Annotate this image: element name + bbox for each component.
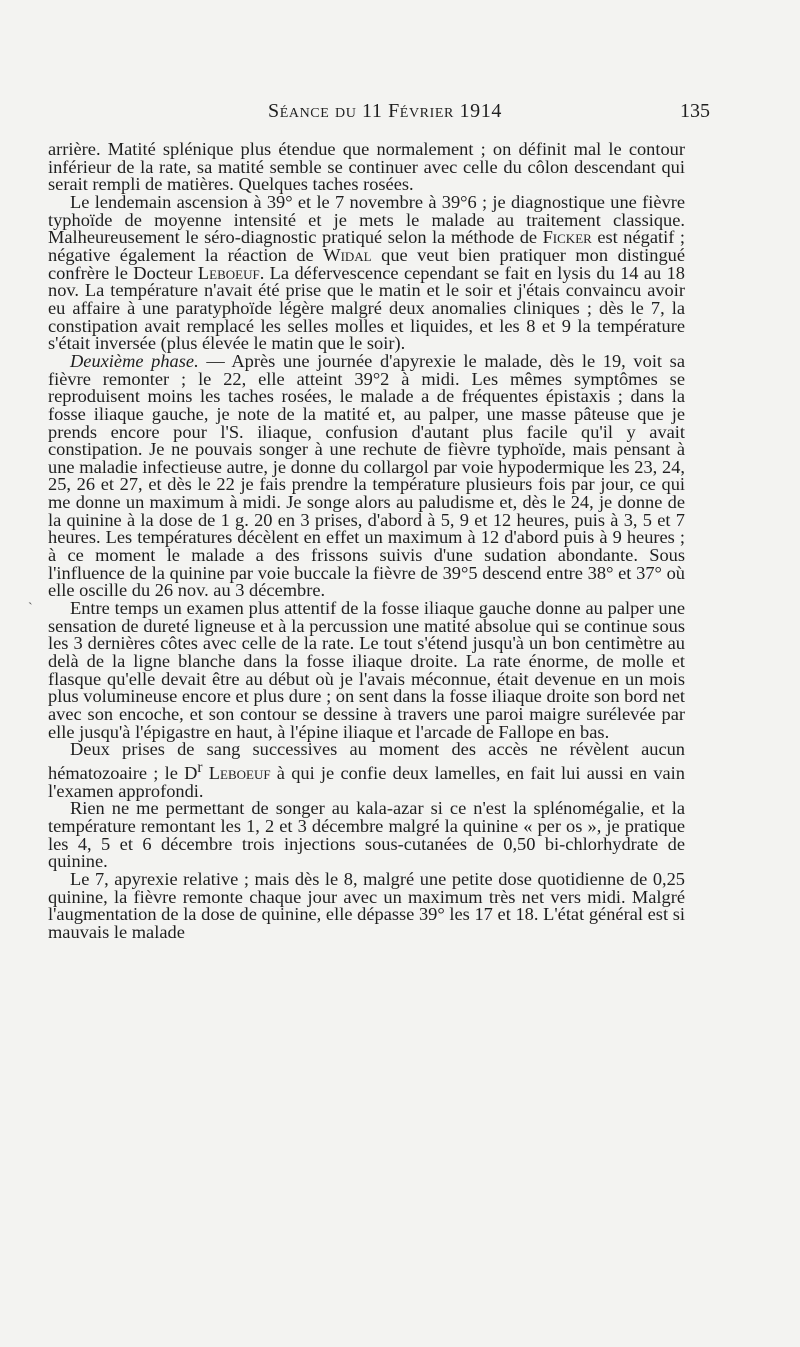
paragraph-2-text-c: que veut bien pratiquer mon distingué confrère le Docteur <box>48 244 686 283</box>
author-name-leboeuf: Leboeuf <box>197 262 260 283</box>
page-body-text <box>48 141 685 942</box>
page-header <box>60 100 710 130</box>
doctor-abbrev-superscript: r <box>197 758 203 776</box>
paragraph-3-text: — Après une journée d'apyrexie le malade, dès le 19, voit sa fièvre remonter ; le 22, elle atteint 39°2 à midi. Les mêmes symptômes se reproduisent moins les taches rosées, le malade a de fréquentes épistaxis ; dans la fosse iliaque gauche, je note de la matité et, au palper, une masse pâteuse que je prends encore pour l'S. iliaque, confusion d'autant plus facile qu'il y avait constipation. Je ne pouvais songer à une rechute de fièvre typhoïde, mais pensant à une maladie infectieuse autre, je donne du collargol par voie hypodermique les 23, 24, 25, 26 et 27, et dès le 22 je fais prendre la température plusieurs fois par jour, ce qui me donne un maximum à midi. Je songe alors au paludisme et, dès le 24, je donne de la quinine à la dose de 1 g. 20 en 3 prises, d'abord à 5, 9 et 12 heures, puis à 3, 5 et 7 heures. Les températures décèlent en effet un maximum à 12 d'abord puis à 9 heures ; à ce moment le malade a des frissons suivis d'une sudation abondante. Sous l'influence de la quinine par voie buccale la fièvre de 39°5 descend entre 38° et 37° où elle oscille du 26 nov. au 3 décembre. <box>48 350 686 601</box>
paragraph-3 <box>48 350 686 601</box>
paragraph-2-text-d: . La défervescence cependant se fait en lysis du 14 au 18 nov. La température n'avait été prise que le matin et le soir et j'étais convaincu avoir eu affaire à une paratyphoïde légère malgré deux anomalies cliniques ; dès le 7, la constipation avait remplacé les selles molles et liquides, et les 8 et 9 la température s'était inversée (plus élevée le matin que le soir). <box>48 262 685 354</box>
section-label-deuxieme-phase: Deuxième phase. <box>70 350 199 371</box>
paragraph-5 <box>48 741 685 800</box>
paragraph-2-text-b: est négatif ; négative également la réaction de <box>48 227 685 265</box>
paragraph-5-text-b: à qui je confie deux lamelles, en fait lui aussi en vain l'examen approfondi. <box>48 763 685 801</box>
margin-mark: ` <box>28 601 33 616</box>
running-title: Séance du 11 Février 1914 <box>268 100 502 122</box>
author-name-widal: Widal <box>323 244 372 265</box>
paragraph-2-text-a: Le lendemain ascension à 39° et le 7 novembre à 39°6 ; je diagnostique une fièvre typhoïde de moyenne intensité et je mets le malade au traitement classique. Malheureusement le séro-diagnostic pratiqué selon la méthode de <box>48 191 685 248</box>
paragraph-2 <box>48 191 686 354</box>
author-name-leboeuf-2: Leboeuf <box>202 763 271 784</box>
paragraph-1: arrière. Matité splénique plus étendue que normalement ; on définit mal le contour inférieur de la rate, sa matité semble se continuer avec celle du côlon descendant qui serait rempli de matières. Quelques taches rosées. <box>48 139 685 195</box>
page-number: 135 <box>680 100 710 122</box>
paragraph-6: Rien ne me permettant de songer au kala-azar si ce n'est la splénomégalie, et la température remontant les 1, 2 et 3 décembre malgré la quinine « per os », je pratique les 4, 5 et 6 décembre trois injections sous-cutanées de 0,50 bi-chlorhydrate de quinine. <box>48 798 685 872</box>
paragraph-4: Entre temps un examen plus attentif de la fosse iliaque gauche donne au palper une sensation de dureté ligneuse et à la percussion une matité absolue qui se continue sous les 3 dernières côtes avec celle de la rate. Le tout s'étend jusqu'à un bon centimètre au delà de la ligne blanche dans la fosse iliaque droite. La rate énorme, de molle et flasque qu'elle devait être au début où je l'avais méconnue, était devenue en un mois plus volumineuse encore et plus dure ; on sent dans la fosse iliaque droite son bord net avec son encoche, et son contour se dessine à travers une paroi maigre surélevée par elle jusqu'à l'épigastre en haut, à l'épine iliaque et l'arcade de Fallope en bas. <box>48 598 685 742</box>
paragraph-7: Le 7, apyrexie relative ; mais dès le 8, malgré une petite dose quotidienne de 0,25 quinine, la fièvre remonte chaque jour avec un maximum très net vers midi. Malgré l'augmentation de la dose de quinine, elle dépasse 39° les 17 et 18. L'état général est si mauvais le malade <box>48 869 685 942</box>
author-name-ficker: Ficker <box>542 227 592 248</box>
paragraph-5-text-a: Deux prises de sang successives au moment des accès ne révèlent aucun hématozoaire ; le D <box>48 739 685 784</box>
